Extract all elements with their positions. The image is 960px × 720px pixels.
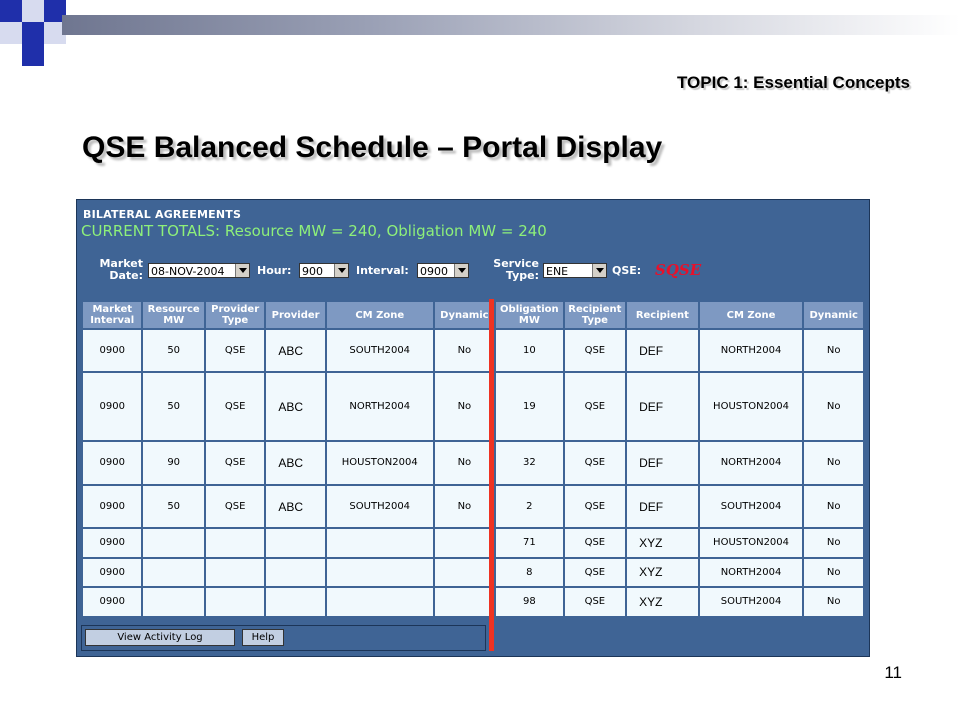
cell-dynamic [434, 587, 495, 617]
cell-obligation-mw: 2 [495, 485, 564, 528]
service-type-label-line2: Type: [505, 269, 539, 282]
cell-recipient: DEF [626, 441, 699, 485]
cell-recipient-dynamic: No [803, 329, 864, 372]
slide-number: 11 [884, 663, 902, 682]
cell-provider-type: QSE [205, 372, 265, 440]
market-date-value: 08-NOV-2004 [151, 265, 225, 278]
cell-recipient-dynamic: No [803, 528, 864, 557]
cell-provider: ABC [265, 485, 325, 528]
cell-recipient-type: QSE [564, 587, 626, 617]
col-header-market-interval[interactable] [82, 301, 142, 329]
hour-value: 900 [302, 265, 323, 278]
cell-obligation-mw: 32 [495, 441, 564, 485]
table-row[interactable] [82, 372, 864, 440]
deco-square [0, 22, 22, 44]
market-date-label-line1: Market [99, 257, 143, 270]
col-header-cm-zone[interactable] [699, 301, 804, 329]
table-row[interactable] [82, 558, 864, 587]
cell-recipient-type: QSE [564, 372, 626, 440]
cell-recipient-cm-zone: NORTH2004 [699, 441, 804, 485]
cell-resource-mw [142, 558, 204, 587]
service-type-label-line1: Service [493, 257, 539, 270]
header-line: Market [92, 304, 133, 315]
cell-recipient-type: QSE [564, 558, 626, 587]
help-button[interactable]: Help [242, 629, 284, 646]
chevron-down-icon[interactable] [334, 264, 348, 277]
header-line: Interval [90, 315, 135, 326]
header-line: Provider [271, 309, 320, 321]
current-totals: CURRENT TOTALS: Resource MW = 240, Obligation MW = 240 [81, 222, 547, 240]
market-date-label [95, 258, 143, 282]
col-header-provider-type[interactable] [205, 301, 265, 329]
col-header-recipient-type[interactable] [564, 301, 626, 329]
cell-dynamic: No [434, 372, 495, 440]
cell-dynamic: No [434, 329, 495, 372]
header-line: Obligation [500, 304, 559, 315]
cell-provider-type [205, 528, 265, 557]
cell-cm-zone: SOUTH2004 [326, 329, 434, 372]
cell-provider: ABC [265, 329, 325, 372]
header-line: Dynamic [809, 309, 858, 321]
cell-obligation-mw: 98 [495, 587, 564, 617]
divider-line [489, 299, 494, 651]
header-line: MW [163, 315, 185, 326]
cell-obligation-mw: 71 [495, 528, 564, 557]
cell-recipient-dynamic: No [803, 485, 864, 528]
chevron-down-icon[interactable] [235, 264, 249, 277]
cell-provider-type: QSE [205, 329, 265, 372]
cell-recipient-dynamic: No [803, 441, 864, 485]
col-header-provider[interactable] [265, 301, 325, 329]
cell-resource-mw [142, 587, 204, 617]
cell-provider [265, 528, 325, 557]
header-line: Dynamic [440, 309, 489, 321]
cell-market-interval: 0900 [82, 329, 142, 372]
cell-dynamic [434, 528, 495, 557]
section-title: BILATERAL AGREEMENTS [83, 208, 242, 221]
cell-cm-zone [326, 558, 434, 587]
chevron-down-icon[interactable] [592, 264, 606, 277]
cell-recipient-type: QSE [564, 441, 626, 485]
table-row[interactable] [82, 587, 864, 617]
cell-recipient: XYZ [626, 528, 699, 557]
table-row[interactable] [82, 485, 864, 528]
header-line: Recipient [635, 309, 689, 321]
table-row[interactable] [82, 528, 864, 557]
cell-resource-mw [142, 528, 204, 557]
cell-market-interval: 0900 [82, 441, 142, 485]
cell-dynamic: No [434, 485, 495, 528]
view-activity-log-button[interactable]: View Activity Log [85, 629, 235, 646]
service-type-select[interactable] [543, 263, 607, 278]
cell-recipient: DEF [626, 485, 699, 528]
cell-obligation-mw: 10 [495, 329, 564, 372]
cell-market-interval: 0900 [82, 587, 142, 617]
col-header-cm-zone[interactable] [326, 301, 434, 329]
cell-recipient-dynamic: No [803, 372, 864, 440]
col-header-dynamic[interactable] [434, 301, 495, 329]
deco-square [22, 44, 44, 66]
cell-provider-type [205, 558, 265, 587]
cell-provider-type: QSE [205, 441, 265, 485]
header-line: Resource [147, 304, 200, 315]
header-line: Recipient [568, 304, 622, 315]
service-type-value: ENE [546, 265, 569, 278]
cell-recipient: DEF [626, 372, 699, 440]
header-line: Type [581, 315, 608, 326]
service-type-label [489, 258, 539, 282]
cell-recipient-type: QSE [564, 528, 626, 557]
col-header-recipient[interactable] [626, 301, 699, 329]
cell-market-interval: 0900 [82, 372, 142, 440]
cell-resource-mw: 50 [142, 485, 204, 528]
cell-obligation-mw: 19 [495, 372, 564, 440]
qse-value: SQSE [655, 261, 702, 279]
cell-recipient-type: QSE [564, 485, 626, 528]
cell-recipient-cm-zone: SOUTH2004 [699, 587, 804, 617]
header-line: Type [222, 315, 249, 326]
interval-label: Interval: [356, 264, 409, 277]
cell-provider-type: QSE [205, 485, 265, 528]
hour-label: Hour: [257, 264, 292, 277]
header-line: CM Zone [355, 309, 405, 321]
chevron-down-icon[interactable] [454, 264, 468, 277]
bilateral-agreements-table [81, 300, 865, 618]
cell-cm-zone [326, 528, 434, 557]
header-line: Provider [211, 304, 260, 315]
cell-cm-zone: HOUSTON2004 [326, 441, 434, 485]
qse-label: QSE: [612, 264, 642, 277]
deco-square [22, 0, 44, 22]
cell-market-interval: 0900 [82, 558, 142, 587]
cell-provider: ABC [265, 441, 325, 485]
cell-recipient-cm-zone: NORTH2004 [699, 558, 804, 587]
cell-recipient: XYZ [626, 587, 699, 617]
col-header-dynamic[interactable] [803, 301, 864, 329]
col-header-obligation-mw[interactable] [495, 301, 564, 329]
cell-recipient: XYZ [626, 558, 699, 587]
cell-market-interval: 0900 [82, 485, 142, 528]
cell-recipient-cm-zone: HOUSTON2004 [699, 528, 804, 557]
cell-recipient-cm-zone: NORTH2004 [699, 329, 804, 372]
cell-recipient-dynamic: No [803, 558, 864, 587]
cell-recipient-cm-zone: HOUSTON2004 [699, 372, 804, 440]
market-date-label-line2: Date: [109, 269, 143, 282]
table-row[interactable] [82, 441, 864, 485]
cell-provider [265, 587, 325, 617]
cell-recipient-dynamic: No [803, 587, 864, 617]
cell-resource-mw: 50 [142, 329, 204, 372]
header-line: CM Zone [726, 309, 776, 321]
cell-cm-zone [326, 587, 434, 617]
slide-title: QSE Balanced Schedule – Portal Display [82, 131, 663, 164]
portal-panel [76, 199, 870, 657]
cell-resource-mw: 50 [142, 372, 204, 440]
cell-cm-zone: SOUTH2004 [326, 485, 434, 528]
interval-select[interactable] [417, 263, 469, 278]
cell-recipient-cm-zone: SOUTH2004 [699, 485, 804, 528]
cell-market-interval: 0900 [82, 528, 142, 557]
col-header-resource-mw[interactable] [142, 301, 204, 329]
deco-square [0, 0, 22, 22]
hour-select[interactable] [299, 263, 349, 278]
table-row[interactable] [82, 329, 864, 372]
cell-dynamic: No [434, 441, 495, 485]
cell-provider: ABC [265, 372, 325, 440]
cell-recipient: DEF [626, 329, 699, 372]
cell-recipient-type: QSE [564, 329, 626, 372]
topic-heading: TOPIC 1: Essential Concepts [676, 73, 910, 92]
deco-square [22, 22, 44, 44]
cell-resource-mw: 90 [142, 441, 204, 485]
cell-provider [265, 558, 325, 587]
header-gradient-bar [62, 15, 960, 35]
market-date-select[interactable] [148, 263, 250, 278]
table-header-row [82, 301, 864, 329]
cell-provider-type [205, 587, 265, 617]
header-line: MW [518, 315, 540, 326]
cell-cm-zone: NORTH2004 [326, 372, 434, 440]
cell-obligation-mw: 8 [495, 558, 564, 587]
cell-dynamic [434, 558, 495, 587]
interval-value: 0900 [420, 265, 448, 278]
